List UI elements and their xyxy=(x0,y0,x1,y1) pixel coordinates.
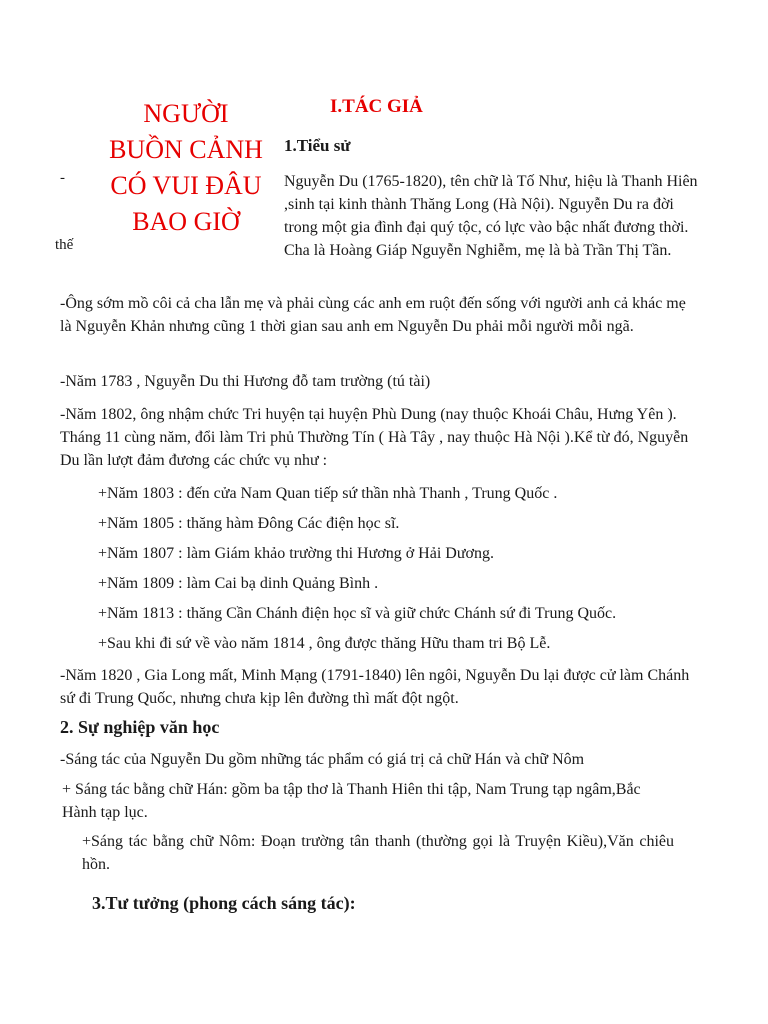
sidebar-the: thế xyxy=(55,237,74,253)
paragraph-1802: -Năm 1802, ông nhậm chức Tri huyện tại huyện Phù Dung (nay thuộc Khoái Châu, Hưng Yên ). Tháng 11 cùng năm, đổi làm Tri phủ Thường Tín ( Hà Tây , nay thuộc Hà Nội ).Kể từ đó, Nguyễn Du lần lượt đảm đương các chức vụ như : xyxy=(60,406,689,469)
list-item: +Năm 1813 : thăng Cần Chánh điện học sĩ và giữ chức Chánh sứ đi Trung Quốc. xyxy=(98,605,617,622)
biography-intro: Nguyễn Du (1765-1820), tên chữ là Tố Như, hiệu là Thanh Hiên ,sinh tại kinh thành Thăng Long (Hà Nội). Nguyễn Du ra đời trong một gia đình đại quý tộc, có lực vào bậc nhất đương thời. Cha là Hoàng Giáp Nguyễn Nghiễm, mẹ là bà Trần Thị Tần. xyxy=(284,173,698,259)
subheading-biography: 1.Tiểu sử xyxy=(284,136,351,155)
sidebar-dash: - xyxy=(60,170,65,186)
paragraph-1783: -Năm 1783 , Nguyễn Du thi Hương đỗ tam trường (tú tài) xyxy=(60,373,431,390)
section-heading-literary-career: 2. Sự nghiệp văn học xyxy=(60,717,220,737)
list-item: +Năm 1807 : làm Giám khảo trường thi Hương ở Hải Dương. xyxy=(98,545,494,562)
list-item: +Năm 1803 : đến cửa Nam Quan tiếp sứ thần nhà Thanh , Trung Quốc . xyxy=(98,485,558,502)
paragraph-nom-works: +Sáng tác bằng chữ Nôm: Đoạn trường tân thanh (thường gọi là Truyện Kiều),Văn chiêu hồn. xyxy=(82,833,674,873)
paragraph-1820: -Năm 1820 , Gia Long mất, Minh Mạng (1791-1840) lên ngôi, Nguyễn Du lại được cử làm Chánh sứ đi Trung Quốc, nhưng chưa kịp lên đường thì mất đột ngột. xyxy=(60,667,690,707)
list-item: +Năm 1809 : làm Cai bạ dinh Quảng Bình . xyxy=(98,575,379,592)
list-item: +Sau khi đi sứ về vào năm 1814 , ông được thăng Hữu tham tri Bộ Lễ. xyxy=(98,635,551,652)
list-item: +Năm 1805 : thăng hàm Đông Các điện học sĩ. xyxy=(98,515,400,532)
section-heading-author: I.TÁC GIẢ xyxy=(330,96,423,117)
paragraph-han-works: + Sáng tác bằng chữ Hán: gồm ba tập thơ là Thanh Hiên thi tập, Nam Trung tạp ngâm,Bắc Hành tạp lục. xyxy=(62,781,641,821)
section-heading-ideology: 3.Tư tưởng (phong cách sáng tác): xyxy=(92,893,356,913)
paragraph-works-overview: -Sáng tác của Nguyễn Du gồm những tác phẩm có giá trị cả chữ Hán và chữ Nôm xyxy=(60,751,585,768)
poem-title: NGƯỜI BUỒN CẢNH CÓ VUI ĐÂU BAO GIỜ xyxy=(109,99,263,236)
paragraph-orphan: -Ông sớm mồ côi cả cha lẫn mẹ và phải cùng các anh em ruột đến sống với người anh cả khác mẹ là Nguyễn Khản nhưng cũng 1 thời gian sau anh em Nguyễn Du phải mỗi người mỗi ngã. xyxy=(60,295,686,335)
